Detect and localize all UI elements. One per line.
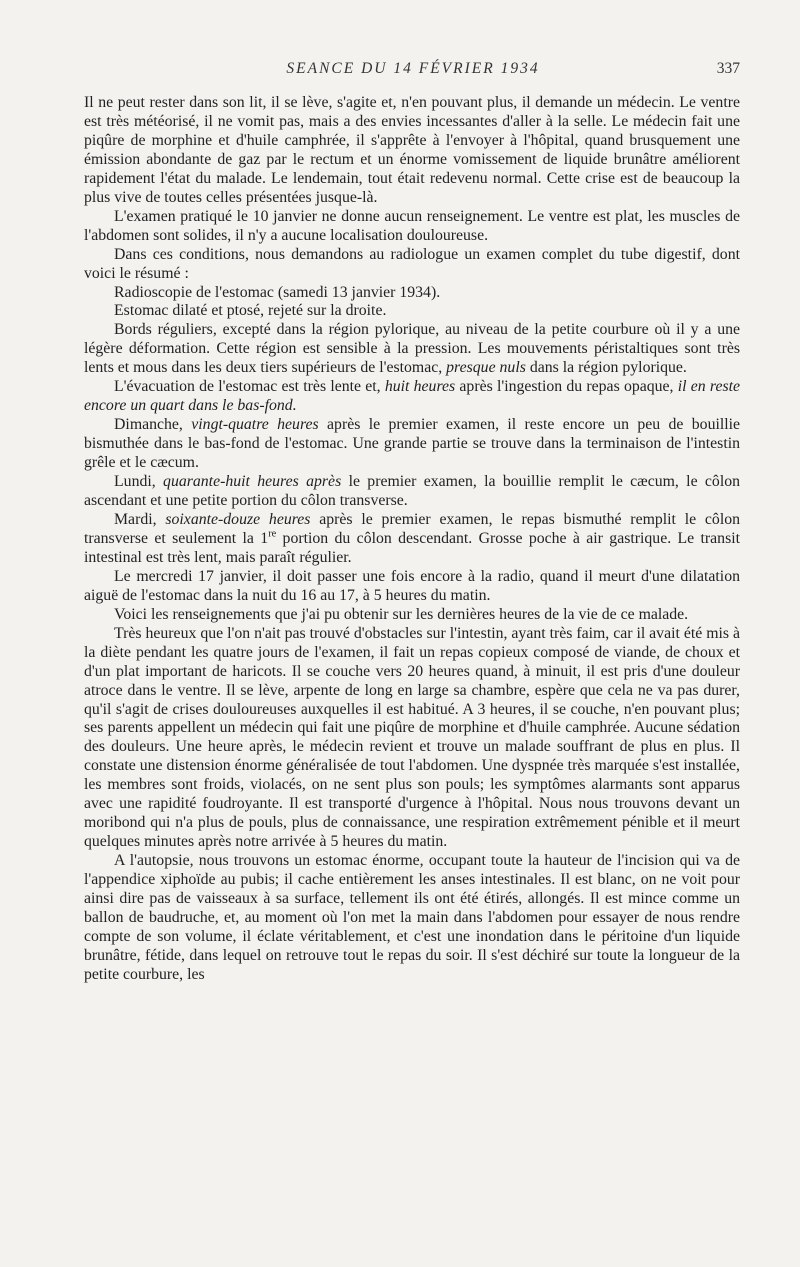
- italic-run: quarante-huit heures après: [163, 473, 342, 491]
- paragraph: Estomac dilaté et ptosé, rejeté sur la droite.: [114, 302, 387, 320]
- paragraph: [84, 473, 740, 511]
- text-run: après le premier examen, il reste encore un peu de bouillie bismuthée dans le bas-fond de l'estomac. Une grande partie se trouve dans la terminaison de l'intestin grêle et le cæcum.: [84, 416, 741, 472]
- text-run: Lundi,: [114, 473, 156, 491]
- body-text: [84, 94, 740, 985]
- page-number: 337: [716, 60, 740, 77]
- text-run: Dimanche,: [114, 416, 183, 434]
- paragraph: [84, 321, 740, 378]
- paragraph: L'examen pratiqué le 10 janvier ne donne aucun renseignement. Le ventre est plat, les muscles de l'abdomen sont solides, il n'y a aucune localisation douloureuse.: [84, 207, 740, 244]
- running-head: SEANCE DU 14 FÉVRIER 1934: [286, 60, 540, 77]
- text-run: après l'ingestion du repas opaque,: [459, 378, 674, 396]
- italic-run: presque nuls: [446, 359, 526, 377]
- paragraph: [84, 511, 740, 568]
- paragraph: Très heureux que l'on n'ait pas trouvé d'obstacles sur l'intestin, ayant très faim, car il avait été mis à la diète pendant les quatre jours de l'examen, il fait un repas copieux composé de viande, de choux et d'un plat important de haricots. Il se couche vers 20 heures quand, à minuit, il est pris d'une douleur atroce dans le ventre. Il se lève, arpente de long en large sa chambre, espère que cela ne va pas durer, qu'il s'agit de crises douloureuses auxquelles il est habitué. A 3 heures, il se couche, n'en pouvant plus; ses parents appellent un médecin qui fait une piqûre de morphine et d'huile camphrée. Aucune sédation des douleurs. Une heure après, le médecin revient et trouve un malade souffrant de plus en plus. Il constate une distension énorme généralisée de tout l'abdomen. Une dyspnée très marquée s'est installée, les membres sont froids, violacés, on ne sent plus son pouls; les symptômes alarmants sont apparus avec une rapidité foudroyante. Il est transporté d'urgence à l'hôpital. Nous nous trouvons devant un moribond qui n'a plus de pouls, plus de connaissance, une respiration extrêmement pénible et il meurt quelques minutes après notre arrivée à 5 heures du matin.: [84, 624, 740, 851]
- text-run: Mardi,: [114, 510, 157, 528]
- paragraph: Le mercredi 17 janvier, il doit passer une fois encore à la radio, quand il meurt d'une dilatation aiguë de l'estomac dans la nuit du 16 au 17, à 5 heures du matin.: [84, 567, 740, 604]
- page-header: [86, 60, 740, 84]
- paragraph: Dans ces conditions, nous demandons au radiologue un examen complet du tube digestif, dont voici le résumé :: [84, 245, 740, 282]
- text-run: portion du côlon descendant. Grosse poche à air gastrique. Le transit intestinal est très lent, mais paraît régulier.: [84, 529, 741, 566]
- text-run: Bords réguliers, excepté dans la région pylorique, au niveau de la petite courbure où il y a une légère déformation. Cette région est sensible à la pression. Les mouvements péristaltiques sont très lents et mous dans les deux tiers supérieurs de l'estomac,: [84, 321, 740, 377]
- text-run: L'évacuation de l'estomac est très lente et,: [114, 378, 381, 396]
- superscript: re: [268, 528, 277, 540]
- italic-run: huit heures: [384, 378, 456, 396]
- text-run: après le premier examen, le repas bismuthé remplit le côlon transverse et seulement la 1: [84, 510, 741, 547]
- text-run: le premier examen, la bouillie remplit le cæcum, le côlon ascendant et une petite portion du côlon transverse.: [84, 473, 741, 510]
- paragraph: [84, 378, 740, 416]
- paragraph: Il ne peut rester dans son lit, il se lève, s'agite et, n'en pouvant plus, il demande un médecin. Le ventre est très météorisé, il ne vomit pas, mais a des envies incessantes d'aller à la selle. Le médecin fait une piqûre de morphine et d'huile camphrée, il s'apprête à l'envoyer à l'hôpital, quand brusquement une émission abondante de gaz par le rectum et un énorme vomissement de liquide brunâtre améliorent rapidement l'état du malade. Le lendemain, tout était redevenu normal. Cette crise est de beaucoup la plus vive de toutes celles présentées jusque-là.: [84, 94, 740, 206]
- paragraph: A l'autopsie, nous trouvons un estomac énorme, occupant toute la hauteur de l'incision qui va de l'appendice xiphoïde au pubis; il cache entièrement les anses intestinales. Il est blanc, on ne voit pour ainsi dire pas de vaisseaux à sa surface, tellement ils ont été étirés, allongés. Il est mince comme un ballon de baudruche, et, au moment où l'on met la main dans l'abdomen pour essayer de nous rendre compte de son volume, il éclate véritablement, et c'est une inondation dans le péritoine d'un liquide brunâtre, fétide, dans lequel on retrouve tout le repas du soir. Il s'est déchiré sur toute la longueur de la petite courbure, les: [84, 852, 740, 983]
- paragraph: Voici les renseignements que j'ai pu obtenir sur les dernières heures de la vie de ce malade.: [114, 605, 689, 623]
- paragraph: Radioscopie de l'estomac (samedi 13 janvier 1934).: [114, 283, 441, 301]
- italic-run: vingt-quatre heures: [191, 416, 319, 434]
- text-run: dans la région pylorique.: [529, 359, 687, 377]
- paragraph: [84, 416, 740, 473]
- italic-run: il en reste encore un quart dans le bas-fond.: [84, 378, 741, 415]
- italic-run: soixante-douze heures: [165, 510, 311, 528]
